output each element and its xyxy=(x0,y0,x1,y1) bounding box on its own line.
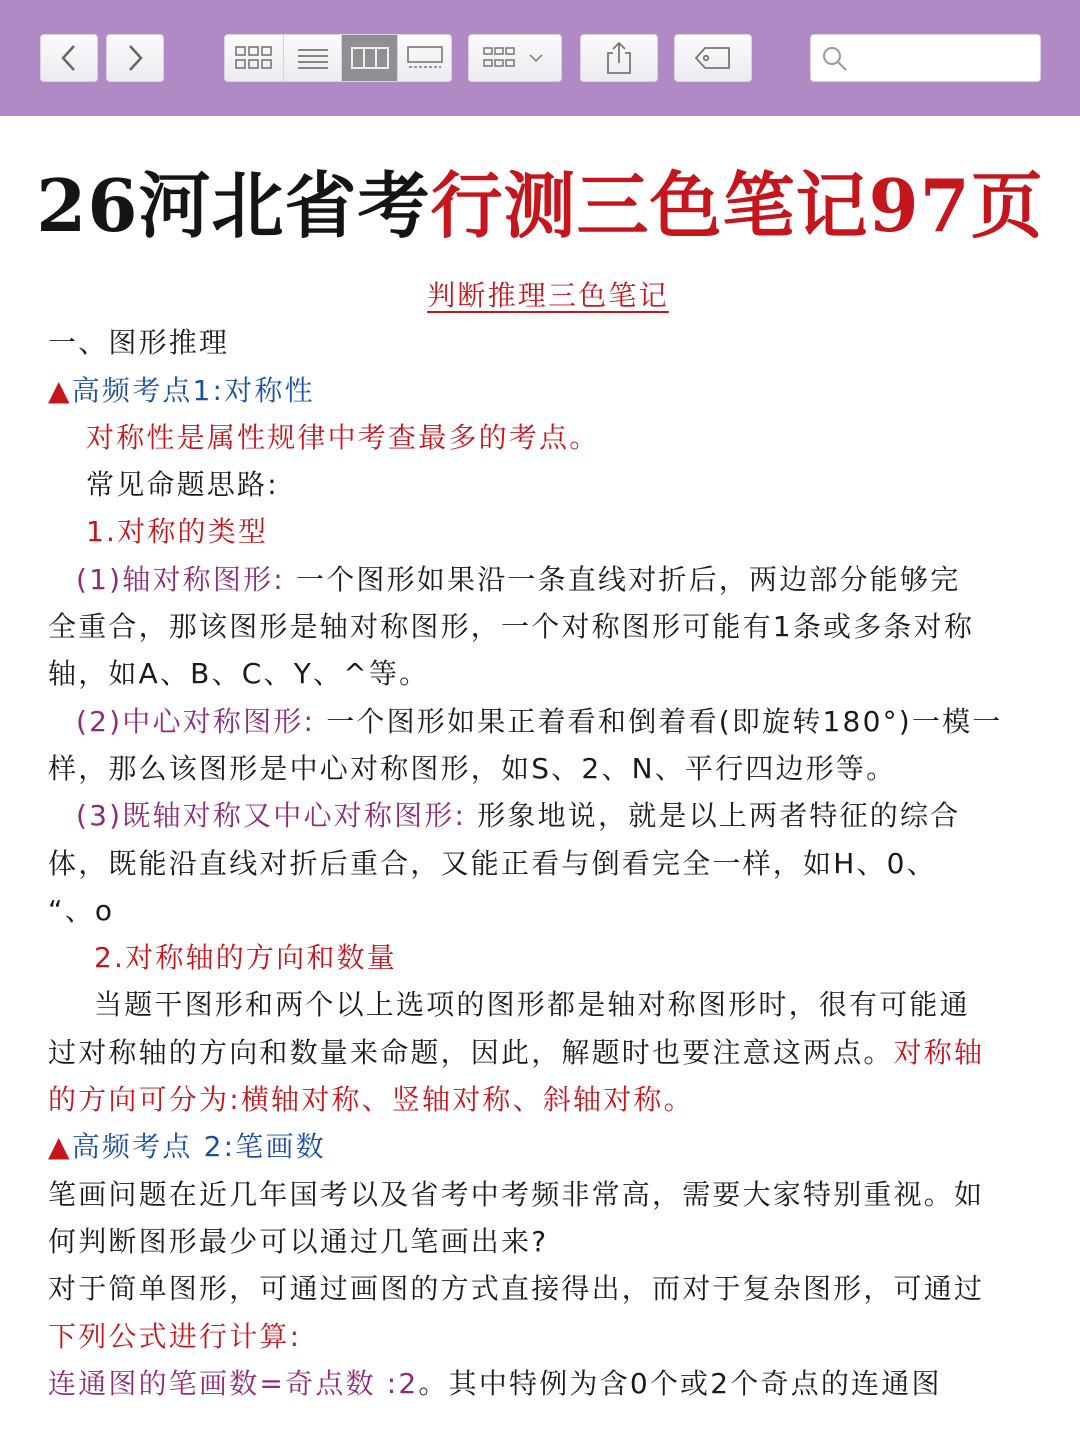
key-point-2-label: 高频考点 2:笔画数 xyxy=(71,1130,326,1164)
list-view-icon xyxy=(296,45,330,71)
share-icon xyxy=(604,41,634,75)
toolbar xyxy=(0,0,1080,116)
search-field[interactable] xyxy=(810,34,1041,82)
page-title xyxy=(0,148,1080,252)
subheading-axis-direction: 2.对称轴的方向和数量 xyxy=(94,941,397,975)
central-symmetry-text-b: 样，那么该图形是中心对称图形，如S、2、N、平行四边形等。 xyxy=(48,751,897,785)
title-part-black: 26河北省考 xyxy=(36,163,431,248)
group-icon xyxy=(480,45,550,71)
strokes-paragraph-a: 笔画问题在近几年国考以及省考中考频非常高，需要大家特别重视。如 xyxy=(48,1177,985,1211)
share-button[interactable] xyxy=(580,34,658,82)
back-button[interactable] xyxy=(40,34,98,82)
search-icon xyxy=(821,45,849,73)
back-icon xyxy=(59,43,79,73)
axial-symmetry-text-a: 一个图形如果沿一条直线对折后，两边部分能够完 xyxy=(284,562,961,596)
document-body xyxy=(48,272,1048,1407)
paragraph-both-symmetry xyxy=(48,792,1048,839)
axis-paragraph-b-red: 对称轴 xyxy=(893,1035,985,1069)
strokes-paragraph-b: 何判断图形最少可以通过几笔画出来? xyxy=(48,1224,549,1258)
key-point-1-lead: 对称性是属性规律中考查最多的考点。 xyxy=(86,420,600,454)
title-part-red: 行测三色笔记97页 xyxy=(430,163,1044,248)
central-symmetry-label: (2)中心对称图形: xyxy=(76,704,316,738)
both-symmetry-text-c: “、o xyxy=(48,893,115,927)
axis-paragraph-b xyxy=(48,1029,1048,1076)
method-paragraph-a: 对于简单图形，可通过画图的方式直接得出，而对于复杂图形，可通过 xyxy=(48,1272,985,1306)
axis-paragraph-a: 当题干图形和两个以上选项的图形都是轴对称图形时，很有可能通 xyxy=(94,988,970,1022)
both-symmetry-text-b: 体，既能沿直线对折后重合，又能正看与倒看完全一样，如H、0、 xyxy=(48,846,937,880)
key-point-1-label: 高频考点1:对称性 xyxy=(71,373,315,407)
search-input[interactable] xyxy=(855,43,1034,75)
forward-icon xyxy=(125,43,145,73)
key-point-1 xyxy=(48,367,1048,414)
paragraph-axial-symmetry xyxy=(48,556,1048,603)
section-heading: 判断推理三色笔记 xyxy=(427,279,669,312)
paragraph-central-symmetry xyxy=(48,698,1048,745)
axial-symmetry-label: (1)轴对称图形: xyxy=(76,562,285,596)
gallery-view-button[interactable] xyxy=(397,35,452,81)
gallery-view-icon xyxy=(405,45,445,71)
formula-rest: 。其中特例为含0个或2个奇点的连通图 xyxy=(418,1366,942,1400)
both-symmetry-text-a: 形象地说，就是以上两者特征的综合 xyxy=(466,799,961,833)
axis-paragraph-c: 的方向可分为:横轴对称、竖轴对称、斜轴对称。 xyxy=(48,1083,694,1117)
key-point-2 xyxy=(48,1123,1048,1170)
tag-button[interactable] xyxy=(674,34,752,82)
axial-symmetry-text-b: 全重合，那该图形是轴对称图形，一个对称图形可能有1条或多条对称 xyxy=(48,610,975,644)
both-symmetry-label: (3)既轴对称又中心对称图形: xyxy=(76,799,467,833)
list-view-button[interactable] xyxy=(283,35,342,81)
column-view-button[interactable] xyxy=(341,35,398,81)
icon-view-icon xyxy=(234,45,274,71)
column-view-icon xyxy=(350,46,390,70)
method-paragraph-b: 下列公式进行计算: xyxy=(48,1319,302,1353)
tag-icon xyxy=(693,45,733,71)
triangle-marker-icon: ▲ xyxy=(48,373,72,407)
axis-paragraph-b-text: 过对称轴的方向和数量来命题，因此，解题时也要注意这两点。 xyxy=(48,1035,894,1069)
axial-symmetry-text-c: 轴，如A、B、C、Y、^等。 xyxy=(48,657,430,691)
central-symmetry-text-a: 一个图形如果正着看和倒着看(即旋转180°)一模一 xyxy=(315,704,1003,738)
icon-view-button[interactable] xyxy=(225,35,283,81)
view-mode-control xyxy=(224,34,452,82)
chapter-heading: 一、图形推理 xyxy=(48,326,230,360)
forward-button[interactable] xyxy=(106,34,164,82)
group-button[interactable] xyxy=(468,34,562,82)
formula-line xyxy=(48,1360,1048,1407)
formula-text: 连通图的笔画数=奇点数 :2 xyxy=(48,1366,419,1400)
common-ideas-label: 常见命题思路: xyxy=(86,468,279,502)
subheading-symmetry-types: 1.对称的类型 xyxy=(86,515,269,549)
triangle-marker-icon: ▲ xyxy=(48,1130,72,1164)
